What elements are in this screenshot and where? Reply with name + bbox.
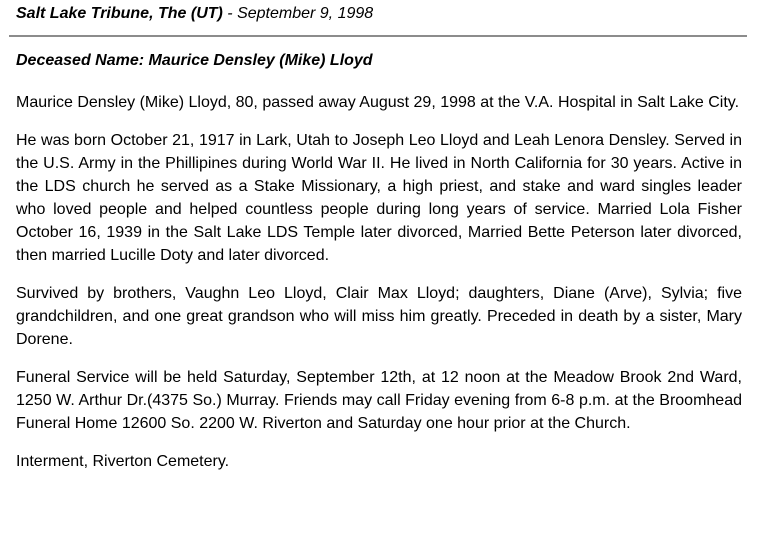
publication-name: Salt Lake Tribune, The (UT) bbox=[16, 5, 223, 22]
paragraph-interment: Interment, Riverton Cemetery. bbox=[16, 453, 230, 470]
publication-date: September 9, 1998 bbox=[237, 5, 374, 22]
paragraph-death-notice: Maurice Densley (Mike) Lloyd, 80, passed away August 29, 1998 at the V.A. Hospital in Salt Lake City. bbox=[16, 94, 740, 111]
deceased-name-line: Deceased Name: Maurice Densley (Mike) Lloyd bbox=[16, 52, 373, 69]
paragraph-funeral-service: Funeral Service will be held Saturday, September 12th, at 12 noon at the Meadow Brook 2nd Ward, 1250 W. Arthur Dr.(4375 So.) Murray. Friends may call Friday evening from 6-8 p.m. at the Broomhead Funeral Home 12600 So. 2200 W. Riverton and Saturday one hour prior at the Church. bbox=[16, 369, 742, 432]
publication-header bbox=[16, 4, 373, 24]
header-separator: - bbox=[222, 5, 238, 22]
paragraph-biography: He was born October 21, 1917 in Lark, Utah to Joseph Leo Lloyd and Leah Lenora Densley. Served in the U.S. Army in the Phillipines during World War II. He lived in North California for 30 years. Active in the LDS church he served as a Stake Missionary, a high priest, and stake and ward singles leader who loved people and helped countless people during long years of service. Married Lola Fisher October 16, 1939 in the Salt Lake LDS Temple later divorced, Married Bette Peterson later divorced, then married Lucille Doty and later divorced. bbox=[16, 132, 742, 264]
obituary-body bbox=[16, 91, 742, 488]
header-divider bbox=[9, 35, 747, 37]
paragraph-survivors: Survived by brothers, Vaughn Leo Lloyd, Clair Max Lloyd; daughters, Diane (Arve), Sylvia; five grandchildren, and one great grandson who will miss him greatly. Preceded in death by a sister, Mary Dorene. bbox=[16, 285, 742, 348]
